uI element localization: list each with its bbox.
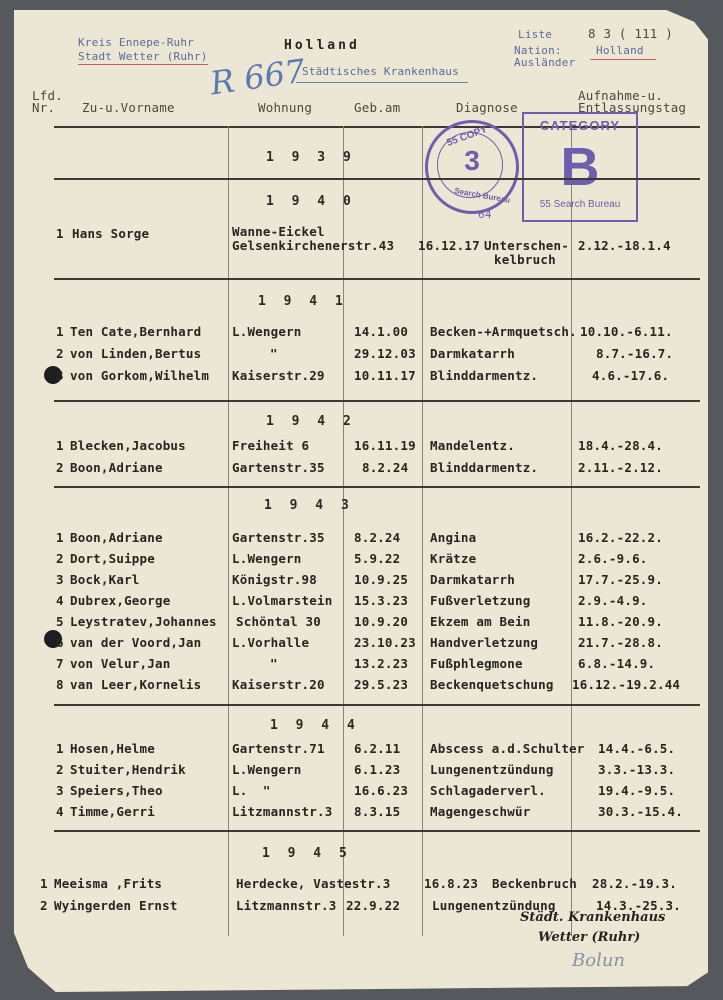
header-underline-right <box>590 59 656 60</box>
col-diagnose: Diagnose <box>456 100 518 115</box>
row-1943-7-wohnung: " <box>270 656 278 671</box>
row-1942-1-wohnung: Freiheit 6 <box>232 438 310 453</box>
row-1942-1-dates: 18.4.-28.4. <box>578 438 663 453</box>
row-1940-1-dates: 2.12.-18.1.4 <box>578 238 671 253</box>
row-1943-2-nr: 2 <box>56 551 64 566</box>
row-1945-1-geb: 16.8.23 <box>424 876 479 891</box>
row-1941-2-wohnung: " <box>270 346 278 361</box>
row-1943-2-geb: 5.9.22 <box>354 551 401 566</box>
row-1944-1-wohnung: Gartenstr.71 <box>232 741 325 756</box>
row-1944-1-geb: 6.2.11 <box>354 741 401 756</box>
hospital-underline <box>296 82 468 83</box>
row-1941-1-dates: 10.10.-6.11. <box>580 324 673 339</box>
row-1943-8-dates: 16.12.-19.2.44 <box>572 677 681 692</box>
header-foreigner-label: Ausländer <box>514 56 576 69</box>
header-nation-value: Holland <box>596 44 644 57</box>
row-1940-1-diagnose: Unterschen- <box>484 238 569 253</box>
row-1943-8-nr: 8 <box>56 677 64 692</box>
row-1941-1-diagnose: Becken-+Armquetsch. <box>430 324 577 339</box>
row-1943-1-dates: 16.2.-22.2. <box>578 530 663 545</box>
row-1943-1-wohnung: Gartenstr.35 <box>232 530 325 545</box>
row-1940-1-wohnung: Wanne-Eickel <box>232 224 325 239</box>
row-1941-3-nr: 3 <box>56 368 64 383</box>
row-1945-2-dates: 14.3.-25.3. <box>596 898 681 913</box>
row-1943-6-dates: 21.7.-28.8. <box>578 635 663 650</box>
row-1941-3-wohnung: Kaiserstr.29 <box>232 368 325 383</box>
row-1944-3-name: Speiers,Theo <box>70 783 163 798</box>
rule-1939 <box>54 178 700 180</box>
row-1943-7-name: von Velur,Jan <box>70 656 171 671</box>
row-1943-2-wohnung: L.Wengern <box>232 551 302 566</box>
row-1945-2-name: Wyingerden Ernst <box>54 898 178 913</box>
copy-stamp-label: 55 COPY <box>445 124 489 149</box>
row-1943-5-diagnose: Ekzem am Bein <box>430 614 531 629</box>
year-1945: 1 9 4 5 <box>262 846 352 861</box>
col-wohnung: Wohnung <box>258 100 313 115</box>
row-1943-5-nr: 5 <box>56 614 64 629</box>
row-1941-1-name: Ten Cate,Bernhard <box>70 324 202 339</box>
category-stamp-label: CATEGORY <box>539 118 621 133</box>
header-hospital: Städtisches Krankenhaus <box>302 65 459 78</box>
row-1945-2-diagnose: Lungenentzündung <box>432 898 556 913</box>
row-1943-3-geb: 10.9.25 <box>354 572 409 587</box>
row-1944-3-geb: 16.6.23 <box>354 783 409 798</box>
row-1940-1-wohnung2: Gelsenkirchenerstr.43 <box>232 238 395 253</box>
year-1943: 1 9 4 3 <box>264 498 354 513</box>
row-1942-1-diagnose: Mandelentz. <box>430 438 515 453</box>
col-name: Zu-u.Vorname <box>82 100 175 115</box>
row-1943-8-wohnung: Kaiserstr.20 <box>232 677 325 692</box>
row-1940-1-name: Hans Sorge <box>72 226 150 241</box>
header-nation-label: Nation: <box>514 44 562 57</box>
row-1944-2-geb: 6.1.23 <box>354 762 401 777</box>
row-1943-4-dates: 2.9.-4.9. <box>578 593 648 608</box>
col-divider-4 <box>571 126 572 936</box>
rule-1944 <box>54 830 700 832</box>
row-1943-3-nr: 3 <box>56 572 64 587</box>
rule-1943 <box>54 704 700 706</box>
col-divider-1 <box>228 126 229 936</box>
category-stamp-bureau: 55 Search Bureau <box>539 199 621 210</box>
row-1943-1-diagnose: Angina <box>430 530 477 545</box>
row-1944-2-diagnose: Lungenentzündung <box>430 762 554 777</box>
row-1943-8-geb: 29.5.23 <box>354 677 409 692</box>
row-1941-3-dates: 4.6.-17.6. <box>592 368 670 383</box>
row-1942-2-name: Boon,Adriane <box>70 460 163 475</box>
row-1940-1-diagnose2: kelbruch <box>494 252 556 267</box>
row-1944-1-dates: 14.4.-6.5. <box>598 741 676 756</box>
row-1944-2-nr: 2 <box>56 762 64 777</box>
row-1943-6-wohnung: L.Vorhalle <box>232 635 310 650</box>
header-city: Stadt Wetter (Ruhr) <box>78 50 208 63</box>
row-1945-1-nr: 1 <box>40 876 48 891</box>
row-1943-8-name: van Leer,Kornelis <box>70 677 202 692</box>
col-geb: Geb.am <box>354 100 401 115</box>
row-1944-2-wohnung: L.Wengern <box>232 762 302 777</box>
row-1943-3-dates: 17.7.-25.9. <box>578 572 663 587</box>
row-1945-1-dates: 28.2.-19.3. <box>592 876 677 891</box>
row-1944-4-name: Timme,Gerri <box>70 804 155 819</box>
row-1941-1-wohnung: L.Wengern <box>232 324 302 339</box>
row-1943-2-dates: 2.6.-9.6. <box>578 551 648 566</box>
rule-1942 <box>54 486 700 488</box>
row-1941-2-nr: 2 <box>56 346 64 361</box>
row-1940-1-nr: 1 <box>56 226 64 241</box>
col-nr: Nr. <box>32 100 56 115</box>
row-1942-2-nr: 2 <box>56 460 64 475</box>
header-underline-left <box>78 64 208 65</box>
row-1943-1-geb: 8.2.24 <box>354 530 401 545</box>
header-district: Kreis Ennepe-Ruhr <box>78 36 194 49</box>
col-entlassung: Entlassungstag <box>578 100 687 115</box>
row-1945-1-wohnung: Herdecke, Vastestr.3 <box>236 876 391 891</box>
col-aufnahme: Aufnahme-u. <box>578 88 663 103</box>
row-1943-7-nr: 7 <box>56 656 64 671</box>
hospital-stamp-line1: Städt. Krankenhaus <box>520 910 666 925</box>
row-1944-4-nr: 4 <box>56 804 64 819</box>
header-list-label: Liste <box>518 28 553 41</box>
row-1941-1-geb: 14.1.00 <box>354 324 409 339</box>
row-1945-1-diagnose: Beckenbruch <box>492 876 577 891</box>
row-1942-2-geb: 8.2.24 <box>362 460 409 475</box>
page-title: Holland <box>284 38 360 53</box>
row-1943-4-diagnose: Fußverletzung <box>430 593 531 608</box>
year-1939: 1 9 3 9 <box>266 150 356 165</box>
hospital-stamp-line2: Wetter (Ruhr) <box>538 930 641 945</box>
stamp-small-note: 64 <box>478 208 492 221</box>
row-1943-5-name: Leystratev,Johannes <box>70 614 217 629</box>
row-1943-3-name: Bock,Karl <box>70 572 140 587</box>
row-1943-2-name: Dort,Suippe <box>70 551 155 566</box>
row-1942-2-dates: 2.11.-2.12. <box>578 460 663 475</box>
row-1942-1-name: Blecken,Jacobus <box>70 438 186 453</box>
year-1942: 1 9 4 2 <box>266 414 356 429</box>
row-1943-4-geb: 15.3.23 <box>354 593 409 608</box>
row-1943-7-dates: 6.8.-14.9. <box>578 656 656 671</box>
row-1942-1-geb: 16.11.19 <box>354 438 416 453</box>
row-1944-1-name: Hosen,Helme <box>70 741 155 756</box>
row-1941-2-geb: 29.12.03 <box>354 346 416 361</box>
row-1940-1-geb: 16.12.17 <box>418 238 480 253</box>
row-1943-8-diagnose: Beckenquetschung <box>430 677 554 692</box>
row-1943-4-nr: 4 <box>56 593 64 608</box>
row-1944-4-wohnung: Litzmannstr.3 <box>232 804 333 819</box>
row-1943-6-diagnose: Handverletzung <box>430 635 539 650</box>
row-1943-5-geb: 10.9.20 <box>354 614 409 629</box>
row-1941-2-diagnose: Darmkatarrh <box>430 346 515 361</box>
row-1943-5-dates: 11.8.-20.9. <box>578 614 663 629</box>
row-1941-1-nr: 1 <box>56 324 64 339</box>
row-1944-4-geb: 8.3.15 <box>354 804 401 819</box>
year-1944: 1 9 4 4 <box>270 718 360 733</box>
row-1943-4-name: Dubrex,George <box>70 593 171 608</box>
row-1944-3-wohnung: L. " <box>232 783 271 798</box>
handwritten-reference: R 667 <box>207 51 308 103</box>
row-1943-4-wohnung: L.Volmarstein <box>232 593 333 608</box>
signature: Bolun <box>572 950 626 971</box>
row-1944-4-diagnose: Magengeschwür <box>430 804 531 819</box>
row-1943-7-geb: 13.2.23 <box>354 656 409 671</box>
row-1943-2-diagnose: Krätze <box>430 551 477 566</box>
row-1943-5-wohnung: Schöntal 30 <box>236 614 321 629</box>
row-1942-2-wohnung: Gartenstr.35 <box>232 460 325 475</box>
row-1943-3-wohnung: Königstr.98 <box>232 572 317 587</box>
row-1944-4-dates: 30.3.-15.4. <box>598 804 683 819</box>
copy-stamp-bureau: Search Bureau <box>453 186 511 205</box>
row-1941-3-diagnose: Blinddarmentz. <box>430 368 539 383</box>
copy-stamp-number: 3 <box>464 145 480 176</box>
row-1944-1-nr: 1 <box>56 741 64 756</box>
col-lfd: Lfd. <box>32 88 63 103</box>
row-1942-2-diagnose: Blinddarmentz. <box>430 460 539 475</box>
row-1945-2-nr: 2 <box>40 898 48 913</box>
row-1944-3-nr: 3 <box>56 783 64 798</box>
category-stamp-letter: B <box>560 137 600 197</box>
row-1943-1-nr: 1 <box>56 530 64 545</box>
row-1941-2-dates: 8.7.-16.7. <box>596 346 674 361</box>
row-1944-3-dates: 19.4.-9.5. <box>598 783 676 798</box>
rule-1941 <box>54 400 700 402</box>
copy-stamp <box>425 120 519 214</box>
row-1943-6-geb: 23.10.23 <box>354 635 416 650</box>
year-1941: 1 9 4 1 <box>258 294 348 309</box>
row-1943-7-diagnose: Fußphlegmone <box>430 656 523 671</box>
row-1941-2-name: von Linden,Bertus <box>70 346 202 361</box>
row-1945-1-name: Meeisma ,Frits <box>54 876 163 891</box>
row-1944-3-diagnose: Schlagaderverl. <box>430 783 546 798</box>
rule-1940 <box>54 278 700 280</box>
header-list-value: 8 3 ( 111 ) <box>588 26 673 41</box>
row-1942-1-nr: 1 <box>56 438 64 453</box>
row-1944-2-name: Stuiter,Hendrik <box>70 762 186 777</box>
row-1943-3-diagnose: Darmkatarrh <box>430 572 515 587</box>
row-1943-1-name: Boon,Adriane <box>70 530 163 545</box>
row-1943-6-name: van der Voord,Jan <box>70 635 202 650</box>
row-1945-2-wohnung: Litzmannstr.3 <box>236 898 337 913</box>
year-1940: 1 9 4 0 <box>266 194 356 209</box>
row-1941-3-geb: 10.11.17 <box>354 368 416 383</box>
row-1945-2-geb: 22.9.22 <box>346 898 401 913</box>
category-stamp <box>522 112 638 222</box>
row-1941-3-name: von Gorkom,Wilhelm <box>70 368 210 383</box>
row-1944-2-dates: 3.3.-13.3. <box>598 762 676 777</box>
row-1944-1-diagnose: Abscess a.d.Schulter <box>430 741 585 756</box>
row-1943-6-nr: 6 <box>56 635 64 650</box>
